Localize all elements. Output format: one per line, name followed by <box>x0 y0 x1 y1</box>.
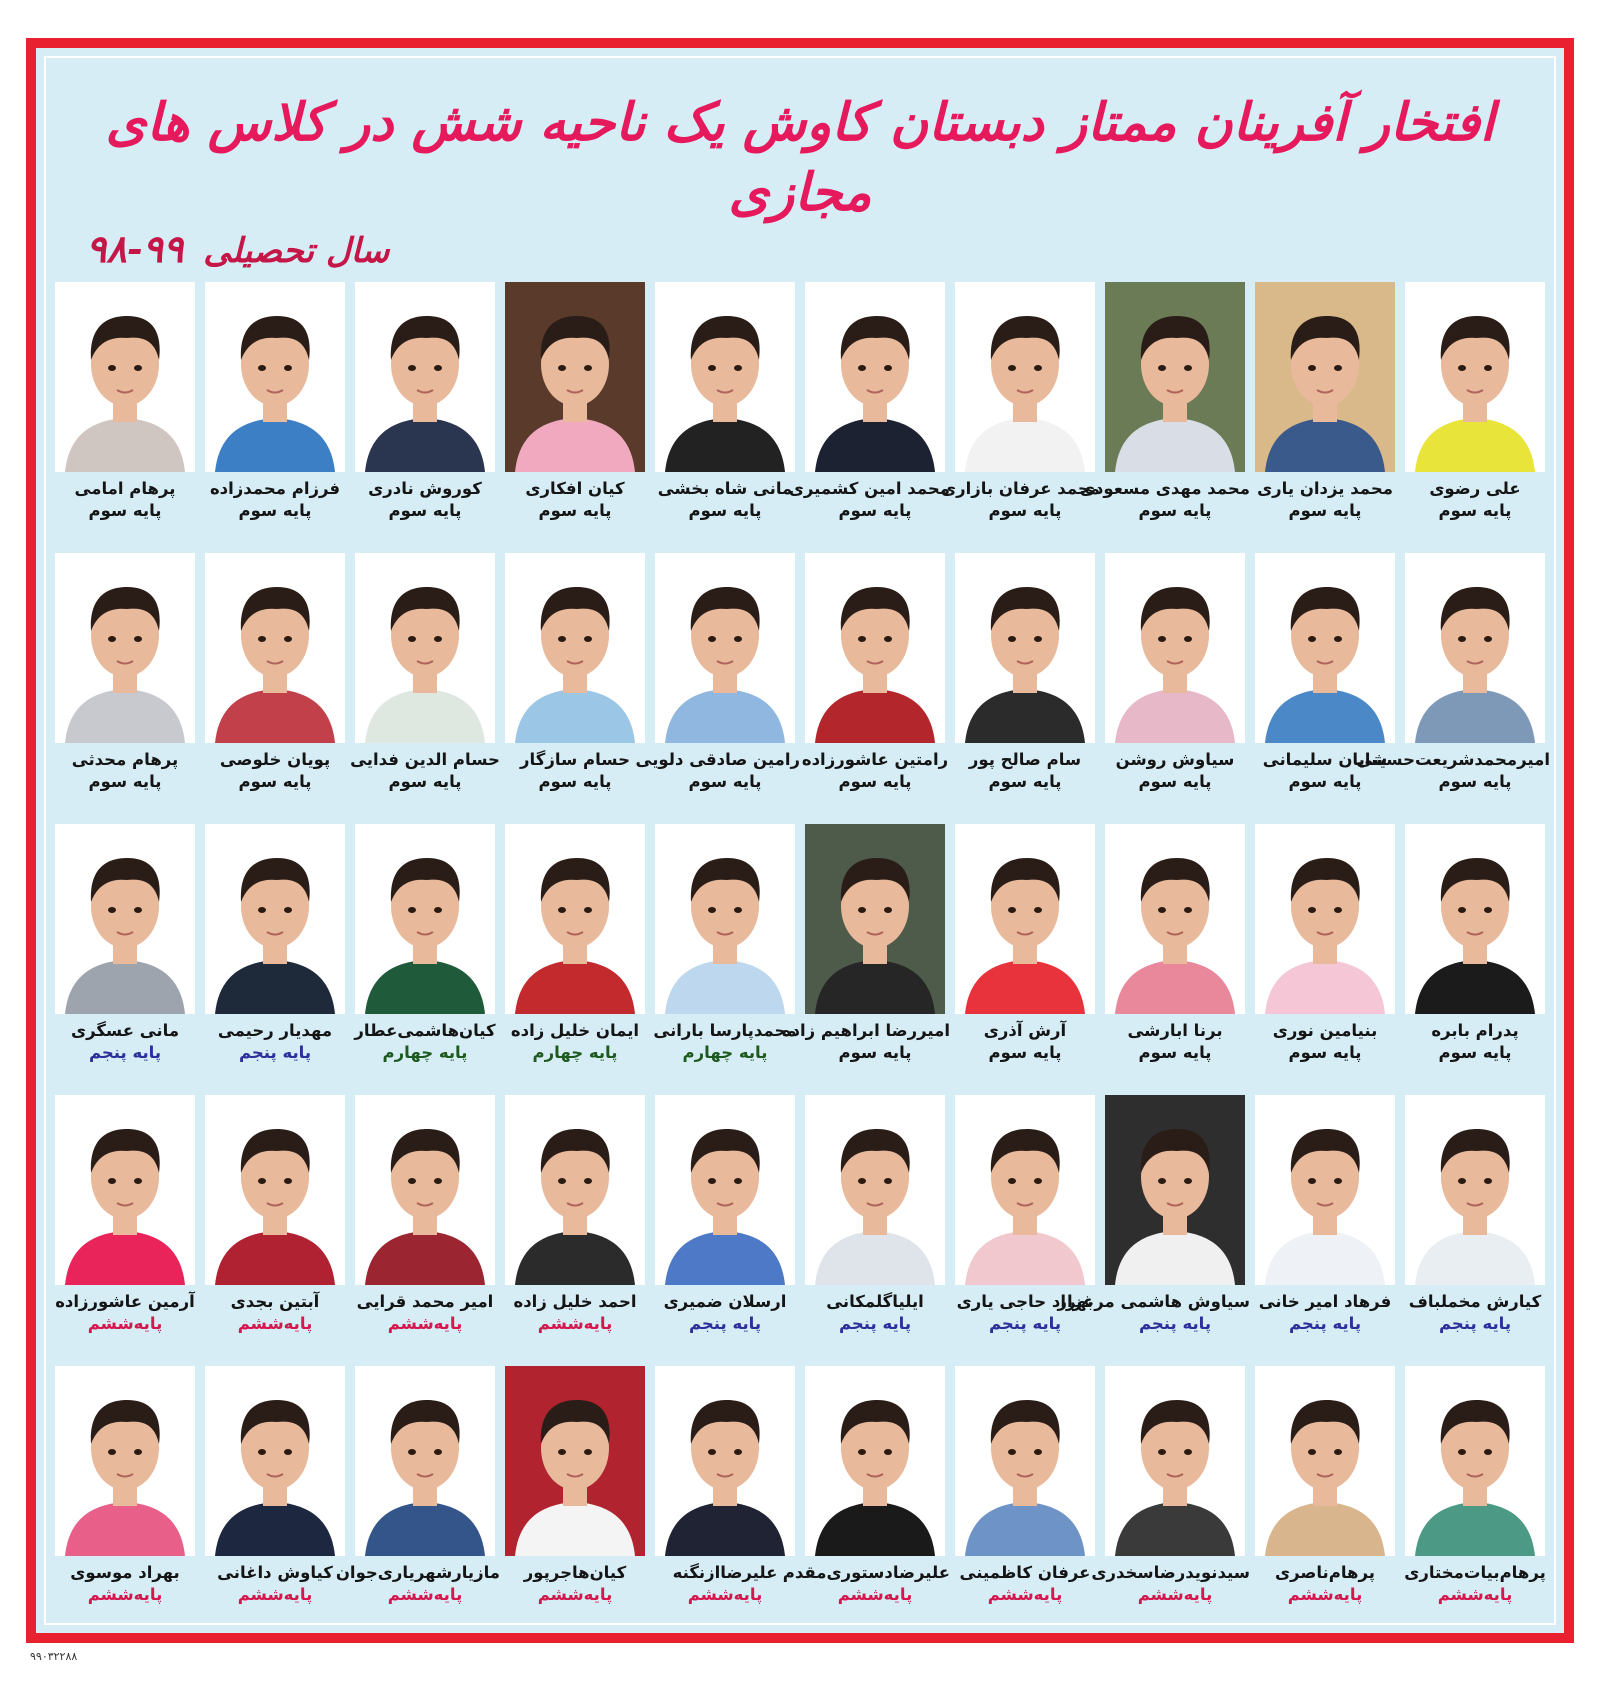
student-card <box>1250 551 1400 822</box>
student-card <box>788 280 950 551</box>
student-grade: پایه‌ششم <box>987 1585 1063 1604</box>
student-photo <box>955 1366 1095 1556</box>
student-card <box>650 1093 800 1364</box>
portrait-icon <box>805 1095 945 1285</box>
student-photo <box>355 824 495 1014</box>
student-grade: پایه‌ششم <box>237 1585 313 1604</box>
portrait-icon <box>55 282 195 472</box>
student-grade: پایه سوم <box>1288 1043 1362 1062</box>
student-photo <box>505 824 645 1014</box>
student-grade: پایه سوم <box>988 501 1062 520</box>
portrait-icon <box>205 1095 345 1285</box>
student-name: رامتین عاشورزاده <box>801 750 949 769</box>
student-photo <box>505 553 645 743</box>
student-name: مانی عسگری <box>70 1021 180 1040</box>
student-card <box>1356 551 1550 822</box>
student-name: مازیارشهریاری‌جوان <box>335 1563 500 1582</box>
portrait-icon <box>1105 824 1245 1014</box>
student-name: پرهام‌ناصری <box>1275 1563 1375 1582</box>
student-card <box>500 280 650 551</box>
portrait-icon <box>1405 282 1545 472</box>
student-name: علی رضوی <box>1429 479 1521 498</box>
student-name: مانی شاه بخشی <box>657 479 793 498</box>
student-grade: پایه پنجم <box>88 1043 162 1062</box>
student-grade: پایه سوم <box>238 772 312 791</box>
student-grade: پایه‌ششم <box>1287 1585 1363 1604</box>
student-row <box>50 551 1550 822</box>
portrait-icon <box>805 1366 945 1556</box>
student-name: رامین صادقی دلویی <box>635 750 800 769</box>
student-photo <box>205 282 345 472</box>
student-grade: پایه پنجم <box>1438 1314 1512 1333</box>
student-card <box>200 280 350 551</box>
student-grade: پایه پنجم <box>838 1314 912 1333</box>
student-grade: پایه سوم <box>1438 772 1512 791</box>
portrait-icon <box>355 1366 495 1556</box>
student-photo <box>955 282 1095 472</box>
student-card <box>1079 280 1250 551</box>
student-card <box>1091 1364 1250 1635</box>
portrait-icon <box>205 553 345 743</box>
student-grade: پایه سوم <box>388 501 462 520</box>
portrait-icon <box>655 282 795 472</box>
student-name: کیان افکاری <box>525 479 625 498</box>
student-photo <box>1105 824 1245 1014</box>
student-name: محمد مهدی مسعودی <box>1079 479 1250 498</box>
student-grade: پایه پنجم <box>238 1043 312 1062</box>
student-grade: پایه سوم <box>838 1043 912 1062</box>
portrait-icon <box>55 824 195 1014</box>
portrait-icon <box>655 1366 795 1556</box>
student-grade: پایه‌ششم <box>687 1585 763 1604</box>
portrait-icon <box>355 553 495 743</box>
student-photo <box>955 553 1095 743</box>
portrait-icon <box>955 282 1095 472</box>
student-name: سیدنویدرضاسخدری <box>1091 1563 1250 1582</box>
student-grade: پایه‌ششم <box>87 1314 163 1333</box>
student-row <box>50 822 1550 1093</box>
student-name: محمدپارسا بارانی <box>653 1021 797 1040</box>
student-card <box>1250 1093 1400 1364</box>
student-grade: پایه‌ششم <box>1437 1585 1513 1604</box>
student-photo <box>505 1366 645 1556</box>
student-name: کیان‌هاجرپور <box>523 1563 627 1582</box>
portrait-icon <box>805 553 945 743</box>
student-name: فرهاد امیر خانی <box>1258 1292 1392 1311</box>
student-photo <box>505 1095 645 1285</box>
student-name: محمد عرفان بازاری <box>941 479 1100 498</box>
student-card <box>1250 280 1400 551</box>
print-code: ۹۹۰۳۲۲۸۸ <box>30 1650 78 1663</box>
student-name: احمد خلیل زاده <box>513 1292 637 1311</box>
student-grade: پایه سوم <box>88 772 162 791</box>
student-row <box>50 1093 1550 1364</box>
student-grade: پایه‌ششم <box>537 1314 613 1333</box>
student-photo <box>1105 1095 1245 1285</box>
student-name: سیاوش هاشمی مرغزار <box>1057 1292 1250 1311</box>
student-card <box>800 1093 950 1364</box>
portrait-icon <box>1255 824 1395 1014</box>
portrait-icon <box>805 824 945 1014</box>
student-photo <box>55 1366 195 1556</box>
portrait-icon <box>505 824 645 1014</box>
student-photo <box>805 553 945 743</box>
student-photo <box>655 553 795 743</box>
student-card <box>941 280 1100 551</box>
student-card <box>350 551 500 822</box>
student-grade: پایه‌ششم <box>387 1314 463 1333</box>
student-grade: پایه‌ششم <box>1137 1585 1213 1604</box>
student-grade: پایه پنجم <box>688 1314 762 1333</box>
student-card <box>500 1093 650 1364</box>
honor-poster <box>26 38 1574 1643</box>
student-card <box>950 551 1100 822</box>
portrait-icon <box>355 824 495 1014</box>
student-grade: پایه سوم <box>1138 1043 1212 1062</box>
student-photo <box>1105 553 1245 743</box>
portrait-icon <box>1255 1366 1395 1556</box>
portrait-icon <box>1405 824 1545 1014</box>
student-name: حسام سازگار <box>520 750 630 769</box>
portrait-icon <box>55 1366 195 1556</box>
student-photo <box>1255 282 1395 472</box>
student-photo <box>1255 553 1395 743</box>
student-name: آرش آذری <box>983 1021 1067 1040</box>
student-photo <box>355 1366 495 1556</box>
student-card <box>650 280 800 551</box>
student-name: سیاوش روشن <box>1115 750 1235 769</box>
student-card <box>950 1093 1100 1364</box>
student-name: بهراد حاجی یاری <box>956 1292 1094 1311</box>
student-photo <box>805 282 945 472</box>
student-photo <box>1105 1366 1245 1556</box>
student-card <box>800 551 950 822</box>
student-grade: پایه سوم <box>1438 1043 1512 1062</box>
student-name: کیان‌هاشمی‌عطار <box>354 1021 496 1040</box>
student-photo <box>1105 282 1245 472</box>
school-year-value: ۹۹-۹۸ <box>86 226 184 271</box>
portrait-icon <box>1405 1095 1545 1285</box>
student-name: پرهام امامی <box>74 479 176 498</box>
portrait-icon <box>505 553 645 743</box>
student-name: برنا ابارشی <box>1127 1021 1223 1040</box>
student-grade: پایه‌ششم <box>387 1585 463 1604</box>
student-card <box>350 1093 500 1364</box>
student-card <box>500 822 650 1093</box>
portrait-icon <box>505 282 645 472</box>
student-name: کیارش مخملباف <box>1408 1292 1542 1311</box>
student-name: کوروش نادری <box>368 479 482 498</box>
student-photo <box>1405 824 1545 1014</box>
portrait-icon <box>955 824 1095 1014</box>
portrait-icon <box>1105 1366 1245 1556</box>
student-card <box>1400 280 1550 551</box>
student-photo <box>1255 824 1395 1014</box>
student-name: آبتین بجدی <box>230 1292 320 1311</box>
student-grade: پایه پنجم <box>1138 1314 1212 1333</box>
portrait-icon <box>1255 553 1395 743</box>
student-name: پدرام بابره <box>1431 1021 1519 1040</box>
portrait-icon <box>655 824 795 1014</box>
student-card <box>350 822 500 1093</box>
student-grid <box>50 280 1550 1635</box>
student-grade: پایه سوم <box>838 501 912 520</box>
portrait-icon <box>955 1095 1095 1285</box>
student-photo <box>355 282 495 472</box>
student-card <box>1100 551 1250 822</box>
student-card <box>50 1093 200 1364</box>
student-photo <box>655 1366 795 1556</box>
student-grade: پایه‌ششم <box>837 1585 913 1604</box>
student-photo <box>1405 1095 1545 1285</box>
school-year-label: سال تحصیلی <box>203 231 390 271</box>
student-name: ارسلان ضمیری <box>663 1292 787 1311</box>
student-grade: پایه سوم <box>1288 772 1362 791</box>
portrait-icon <box>655 553 795 743</box>
poster-title: افتخار آفرینان ممتاز دبستان کاوش یک ناحیه شش در کلاس های مجازی <box>105 92 1495 223</box>
student-name: مهدیار رحیمی <box>217 1021 333 1040</box>
student-photo <box>205 553 345 743</box>
student-card <box>1250 1364 1400 1635</box>
student-photo <box>505 282 645 472</box>
student-card <box>200 1093 350 1364</box>
student-photo <box>55 824 195 1014</box>
student-name: فرزام محمدزاده <box>209 479 341 498</box>
student-card <box>350 280 500 551</box>
student-name: بهراد موسوی <box>70 1563 180 1582</box>
portrait-icon <box>205 824 345 1014</box>
student-name: کیاوش داغانی <box>217 1563 333 1582</box>
student-card <box>200 551 350 822</box>
student-name: شایان سلیمانی <box>1262 750 1388 769</box>
student-card <box>1400 1093 1550 1364</box>
student-photo <box>55 553 195 743</box>
student-name: امیررضا ابراهیم زاده <box>781 1021 950 1040</box>
student-grade: پایه سوم <box>88 501 162 520</box>
student-photo <box>205 1366 345 1556</box>
student-grade: پایه سوم <box>238 501 312 520</box>
portrait-icon <box>1255 1095 1395 1285</box>
student-name: امیرمحمدشریعت‌حسینی <box>1356 750 1550 769</box>
student-photo <box>655 1095 795 1285</box>
portrait-icon <box>505 1366 645 1556</box>
student-name: حسام الدین فدایی <box>350 750 500 769</box>
student-name: ایمان خلیل زاده <box>510 1021 640 1040</box>
student-card <box>950 1364 1100 1635</box>
student-card <box>50 280 200 551</box>
student-name: بنیامین نوری <box>1272 1021 1378 1040</box>
school-year <box>86 226 389 271</box>
student-grade: پایه سوم <box>688 772 762 791</box>
student-photo <box>1405 282 1545 472</box>
student-card <box>500 1364 650 1635</box>
student-name: عرفان کاظمینی <box>959 1563 1091 1582</box>
portrait-icon <box>55 1095 195 1285</box>
student-photo <box>1405 1366 1545 1556</box>
student-photo <box>55 282 195 472</box>
portrait-icon <box>955 1366 1095 1556</box>
student-grade: پایه پنجم <box>988 1314 1062 1333</box>
student-name: سام صالح پور <box>968 750 1082 769</box>
student-name: محمد یزدان یاری <box>1257 479 1393 498</box>
student-photo <box>355 553 495 743</box>
student-grade: پایه پنجم <box>1288 1314 1362 1333</box>
portrait-icon <box>205 282 345 472</box>
student-grade: پایه سوم <box>1438 501 1512 520</box>
student-card <box>335 1364 500 1635</box>
student-grade: پایه سوم <box>538 501 612 520</box>
portrait-icon <box>1405 553 1545 743</box>
student-name: پرهام‌بیات‌مختاری <box>1404 1563 1546 1582</box>
student-photo <box>805 1366 945 1556</box>
student-grade: پایه سوم <box>388 772 462 791</box>
student-card <box>50 551 200 822</box>
student-grade: پایه سوم <box>1288 501 1362 520</box>
student-card <box>950 822 1100 1093</box>
student-grade: پایه چهارم <box>532 1043 618 1062</box>
student-card <box>635 551 800 822</box>
portrait-icon <box>355 282 495 472</box>
portrait-icon <box>355 1095 495 1285</box>
student-photo <box>655 282 795 472</box>
student-photo <box>1255 1366 1395 1556</box>
student-card <box>1250 822 1400 1093</box>
student-row <box>50 280 1550 551</box>
student-card <box>50 1364 200 1635</box>
student-grade: پایه سوم <box>1138 772 1212 791</box>
student-card <box>650 1364 800 1635</box>
portrait-icon <box>1105 282 1245 472</box>
portrait-icon <box>1105 553 1245 743</box>
student-photo <box>55 1095 195 1285</box>
student-name: محمد امین کشمیری <box>788 479 950 498</box>
student-grade: پایه چهارم <box>682 1043 768 1062</box>
student-photo <box>805 824 945 1014</box>
student-grade: پایه‌ششم <box>87 1585 163 1604</box>
student-photo <box>205 1095 345 1285</box>
student-card <box>200 1364 350 1635</box>
student-card <box>50 822 200 1093</box>
portrait-icon <box>55 553 195 743</box>
student-name: علیرضادستوری‌مقدم <box>782 1563 950 1582</box>
student-card <box>500 551 650 822</box>
student-photo <box>1255 1095 1395 1285</box>
student-grade: پایه‌ششم <box>237 1314 313 1333</box>
student-grade: پایه سوم <box>838 772 912 791</box>
student-card <box>1400 822 1550 1093</box>
student-row <box>50 1364 1550 1635</box>
student-card <box>1057 1093 1250 1364</box>
student-photo <box>655 824 795 1014</box>
portrait-icon <box>1105 1095 1245 1285</box>
student-grade: پایه سوم <box>988 772 1062 791</box>
student-card <box>782 1364 950 1635</box>
portrait-icon <box>205 1366 345 1556</box>
portrait-icon <box>505 1095 645 1285</box>
student-grade: پایه چهارم <box>382 1043 468 1062</box>
student-card <box>650 822 800 1093</box>
student-photo <box>955 1095 1095 1285</box>
student-photo <box>355 1095 495 1285</box>
student-card <box>200 822 350 1093</box>
student-grade: پایه‌ششم <box>537 1585 613 1604</box>
student-card <box>1100 822 1250 1093</box>
student-photo <box>1405 553 1545 743</box>
portrait-icon <box>805 282 945 472</box>
student-grade: پایه سوم <box>1138 501 1212 520</box>
student-card <box>1400 1364 1550 1635</box>
student-name: پویان خلوصی <box>219 750 331 769</box>
portrait-icon <box>1255 282 1395 472</box>
portrait-icon <box>1405 1366 1545 1556</box>
student-grade: پایه سوم <box>538 772 612 791</box>
student-name: ایلیاگلمکانی <box>826 1292 924 1311</box>
student-card <box>781 822 950 1093</box>
student-name: علیرضاازنگنه <box>672 1563 778 1582</box>
portrait-icon <box>955 553 1095 743</box>
student-grade: پایه سوم <box>688 501 762 520</box>
student-photo <box>205 824 345 1014</box>
student-name: آرمین عاشورزاده <box>55 1292 195 1311</box>
portrait-icon <box>655 1095 795 1285</box>
student-photo <box>805 1095 945 1285</box>
student-photo <box>955 824 1095 1014</box>
student-name: امیر محمد قرایی <box>356 1292 494 1311</box>
student-grade: پایه سوم <box>988 1043 1062 1062</box>
student-name: پرهام محدثی <box>71 750 179 769</box>
